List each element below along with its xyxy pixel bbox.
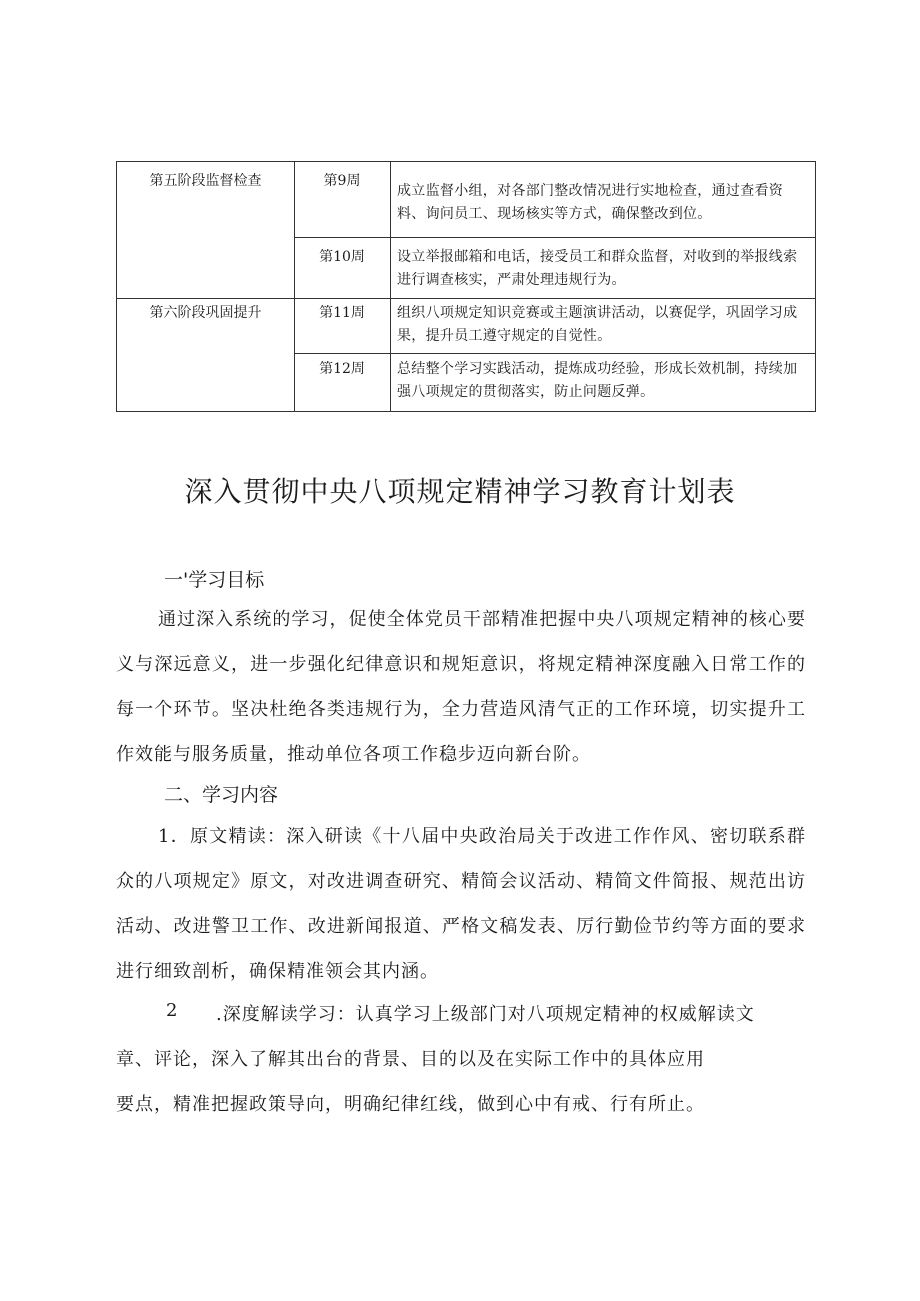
text-line: 章、评论，深入了解其出台的背景、目的以及在实际工作中的具体应用 [116,1049,705,1070]
table-divider [117,298,815,299]
description-cell: 设立举报邮箱和电话，接受员工和群众监督，对收到的举报线索进行调查核实，严肃处理违规行为。 [397,249,798,288]
week-cell: 第10周 [319,249,365,265]
paragraph: 1．原文精读：深入研读《十八届中央政治局关于改进工作作风、密切联系群众的八项规定》原文，对改进调查研究、精简会议活动、精简文件简报、规范出访活动、改进警卫工作、改进新闻报道、严格文稿发表、厉行勤俭节约等方面的要求进行细致剖析，确保精准领会其内涵。 [116,826,806,982]
description-cell: 总结整个学习实践活动，提炼成功经验，形成长效机制，持续加强八项规定的贯彻落实，防止问题反弹。 [397,361,798,400]
stage-cell: 第六阶段巩固提升 [149,305,262,321]
table-divider [294,237,815,238]
table-divider [294,353,815,354]
description-cell: 组织八项规定知识竞赛或主题演讲活动，以赛促学，巩固学习成果，提升员工遵守规定的自觉性。 [397,305,798,344]
paragraph: 通过深入系统的学习，促使全体党员干部精准把握中央八项规定精神的核心要义与深远意义，进一步强化纪律意识和规矩意识，将规定精神深度融入日常工作的每一个环节。坚决杜绝各类违规行为，全力营造风清气正的工作环境，切实提升工作效能与服务质量，推动单位各项工作稳步迈向新台阶。 [116,609,806,765]
text-line: .深度解读学习：认真学习上级部门对八项规定精神的权威解读文 [216,1004,755,1025]
text-line: 要点，精准把握政策导向，明确纪律红线，做到心中有戒、行有所止。 [116,1094,705,1115]
stage-cell: 第五阶段监督检查 [149,173,262,189]
schedule-table [116,161,816,412]
table-divider [390,162,391,411]
week-cell: 第9周 [323,173,361,189]
item-number: 2 [166,1000,178,1021]
section-heading: 二、学习内容 [164,784,279,806]
week-cell: 第12周 [319,361,365,377]
description-cell: 成立监督小组，对各部门整改情况进行实地检查，通过查看资料、询问员工、现场核实等方式，确保整改到位。 [397,183,784,222]
week-cell: 第11周 [319,305,365,321]
document-title: 深入贯彻中央八项规定精神学习教育计划表 [184,475,736,508]
section-heading: 一'学习目标 [164,569,265,591]
